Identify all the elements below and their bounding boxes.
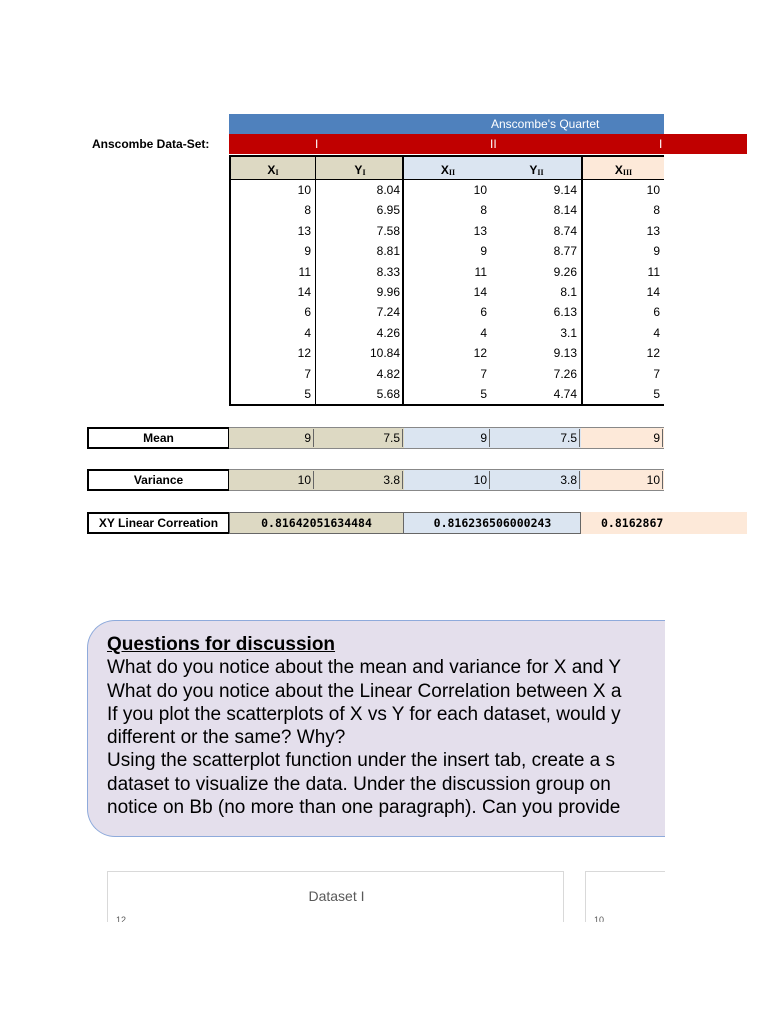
table-cell[interactable]: 8 (304, 203, 311, 218)
table-cell[interactable]: 7.24 (376, 305, 400, 320)
table-cell[interactable]: 9 (304, 244, 311, 259)
table-cell[interactable]: 4.82 (376, 366, 400, 381)
cell-border (579, 471, 580, 489)
table-cell[interactable]: 8.1 (560, 285, 577, 299)
dataset-label: Anscombe Data-Set: (92, 137, 210, 151)
table-cell[interactable]: 13 (297, 223, 311, 238)
variance-value[interactable]: 3.8 (560, 473, 577, 487)
cell-border (489, 429, 490, 447)
quartet-title: Anscombe's Quartet (491, 117, 600, 131)
table-cell[interactable]: 8.14 (553, 203, 577, 218)
table-cell[interactable]: 5 (480, 387, 487, 401)
table-cell[interactable]: 9.96 (376, 285, 400, 299)
group-label-3: I (659, 137, 663, 151)
chart-1-title: Dataset I (308, 888, 365, 904)
table-cell[interactable]: 11 (298, 264, 311, 279)
table-cell[interactable]: 5 (653, 387, 660, 401)
table-cell[interactable]: 6 (653, 305, 660, 320)
table-cell[interactable]: 9.26 (553, 264, 577, 279)
mean-value[interactable]: 9 (653, 431, 660, 445)
table-cell[interactable]: 10 (646, 183, 660, 197)
variance-value[interactable]: 10 (297, 473, 311, 487)
cell-border (489, 471, 490, 489)
discussion-text (107, 633, 664, 833)
mean-label: Mean (87, 427, 230, 449)
table-cell[interactable]: 4.74 (553, 387, 577, 401)
table-cell[interactable]: 13 (473, 223, 487, 238)
discussion-line: different or the same? Why? (107, 727, 346, 749)
table-cell[interactable]: 4.26 (376, 325, 400, 340)
table-cell[interactable]: 3.1 (560, 325, 577, 340)
discussion-line: dataset to visualize the data. Under the discussion group on (107, 773, 611, 795)
table-cell[interactable]: 14 (297, 285, 311, 299)
mean-value[interactable]: 9 (480, 431, 487, 445)
col-header-x1: XI (267, 163, 279, 177)
discussion-heading: Questions for discussion (107, 634, 336, 655)
set3-body-bottom (583, 404, 664, 406)
table-cell[interactable]: 12 (646, 346, 660, 361)
chart-2-axis-top: 10 (594, 915, 605, 922)
table-cell[interactable]: 9 (653, 244, 660, 259)
table-cell[interactable]: 9.13 (553, 346, 577, 361)
table-cell[interactable]: 7 (653, 366, 660, 381)
discussion-line: Using the scatterplot function under the insert tab, create a s (107, 750, 616, 772)
mean-value[interactable]: 9 (304, 431, 311, 445)
table-cell[interactable]: 10 (297, 183, 311, 197)
table-cell[interactable]: 6.13 (553, 305, 577, 320)
table-cell[interactable]: 10.84 (369, 346, 400, 361)
cell-border (579, 429, 580, 447)
table-cell[interactable]: 6 (480, 305, 487, 320)
table-cell[interactable]: 6 (304, 305, 311, 320)
table-cell[interactable]: 4 (304, 325, 311, 340)
discussion-line: notice on Bb (no more than one paragraph). Can you provide (107, 797, 621, 819)
table-cell[interactable]: 12 (473, 346, 487, 361)
cell-border (313, 471, 314, 489)
table-cell[interactable]: 11 (647, 264, 660, 279)
table-cell[interactable]: 8.33 (376, 264, 400, 279)
mean-value[interactable]: 7.5 (560, 431, 577, 445)
table-cell[interactable]: 13 (646, 223, 660, 238)
table-cell[interactable]: 12 (297, 346, 311, 361)
table-cell[interactable]: 8.81 (376, 244, 400, 259)
table-cell[interactable]: 4 (480, 325, 487, 340)
table-cell[interactable]: 7.58 (376, 223, 400, 238)
chart-dataset-1[interactable] (107, 871, 564, 922)
table-cell[interactable]: 8 (480, 203, 487, 218)
discussion-line: What do you notice about the Linear Correlation between X a (107, 680, 622, 702)
cell-border (402, 471, 403, 489)
discussion-line: What do you notice about the mean and variance for X and Y (107, 657, 622, 679)
correlation-value-2: 0.816236506000243 (433, 516, 552, 530)
correlation-value-3: 0.8162867 (601, 516, 664, 530)
variance-value[interactable]: 3.8 (383, 473, 400, 487)
table-cell[interactable]: 6.95 (376, 203, 400, 218)
table-cell[interactable]: 7 (480, 366, 487, 381)
table-cell[interactable]: 10 (473, 183, 487, 197)
cell-border (662, 471, 663, 489)
table-cell[interactable]: 8.74 (553, 223, 577, 238)
cell-border (313, 429, 314, 447)
variance-value[interactable]: 10 (646, 473, 660, 487)
table-cell[interactable]: 8 (653, 203, 660, 218)
col-header-x3: XIII (614, 163, 633, 177)
table-cell[interactable]: 7 (304, 366, 311, 381)
group-label-1: I (315, 137, 319, 151)
variance-value[interactable]: 10 (473, 473, 487, 487)
quartet-title-band (229, 114, 664, 134)
group-label-2: II (490, 137, 497, 151)
chart-dataset-2[interactable] (585, 871, 665, 922)
cell-border (402, 429, 403, 447)
table-cell[interactable]: 4 (653, 325, 660, 340)
table-cell[interactable]: 8.77 (553, 244, 577, 259)
table-cell[interactable]: 5.68 (376, 387, 400, 401)
group-band (229, 134, 747, 154)
col-header-y1: YI (354, 163, 366, 177)
col-header-x2: XII (440, 163, 456, 177)
mean-value[interactable]: 7.5 (383, 431, 400, 445)
table-cell[interactable]: 14 (473, 285, 487, 299)
correlation-value-1: 0.81642051634484 (261, 516, 372, 530)
set1-divider (315, 180, 316, 404)
variance-label: Variance (87, 469, 230, 491)
chart-1-axis-top: 12 (116, 915, 127, 922)
table-cell[interactable]: 5 (304, 387, 311, 401)
discussion-line: If you plot the scatterplots of X vs Y for each dataset, would y (107, 703, 621, 725)
cell-border (662, 429, 663, 447)
table-cell[interactable]: 9.14 (553, 183, 577, 197)
col-header-y2: YII (529, 163, 544, 177)
table-cell[interactable]: 11 (474, 264, 487, 279)
correlation-label: XY Linear Correation (87, 512, 230, 534)
table-cell[interactable]: 14 (646, 285, 660, 299)
table-cell[interactable]: 7.26 (553, 366, 577, 381)
table-cell[interactable]: 8.04 (376, 183, 400, 197)
table-cell[interactable]: 9 (480, 244, 487, 259)
